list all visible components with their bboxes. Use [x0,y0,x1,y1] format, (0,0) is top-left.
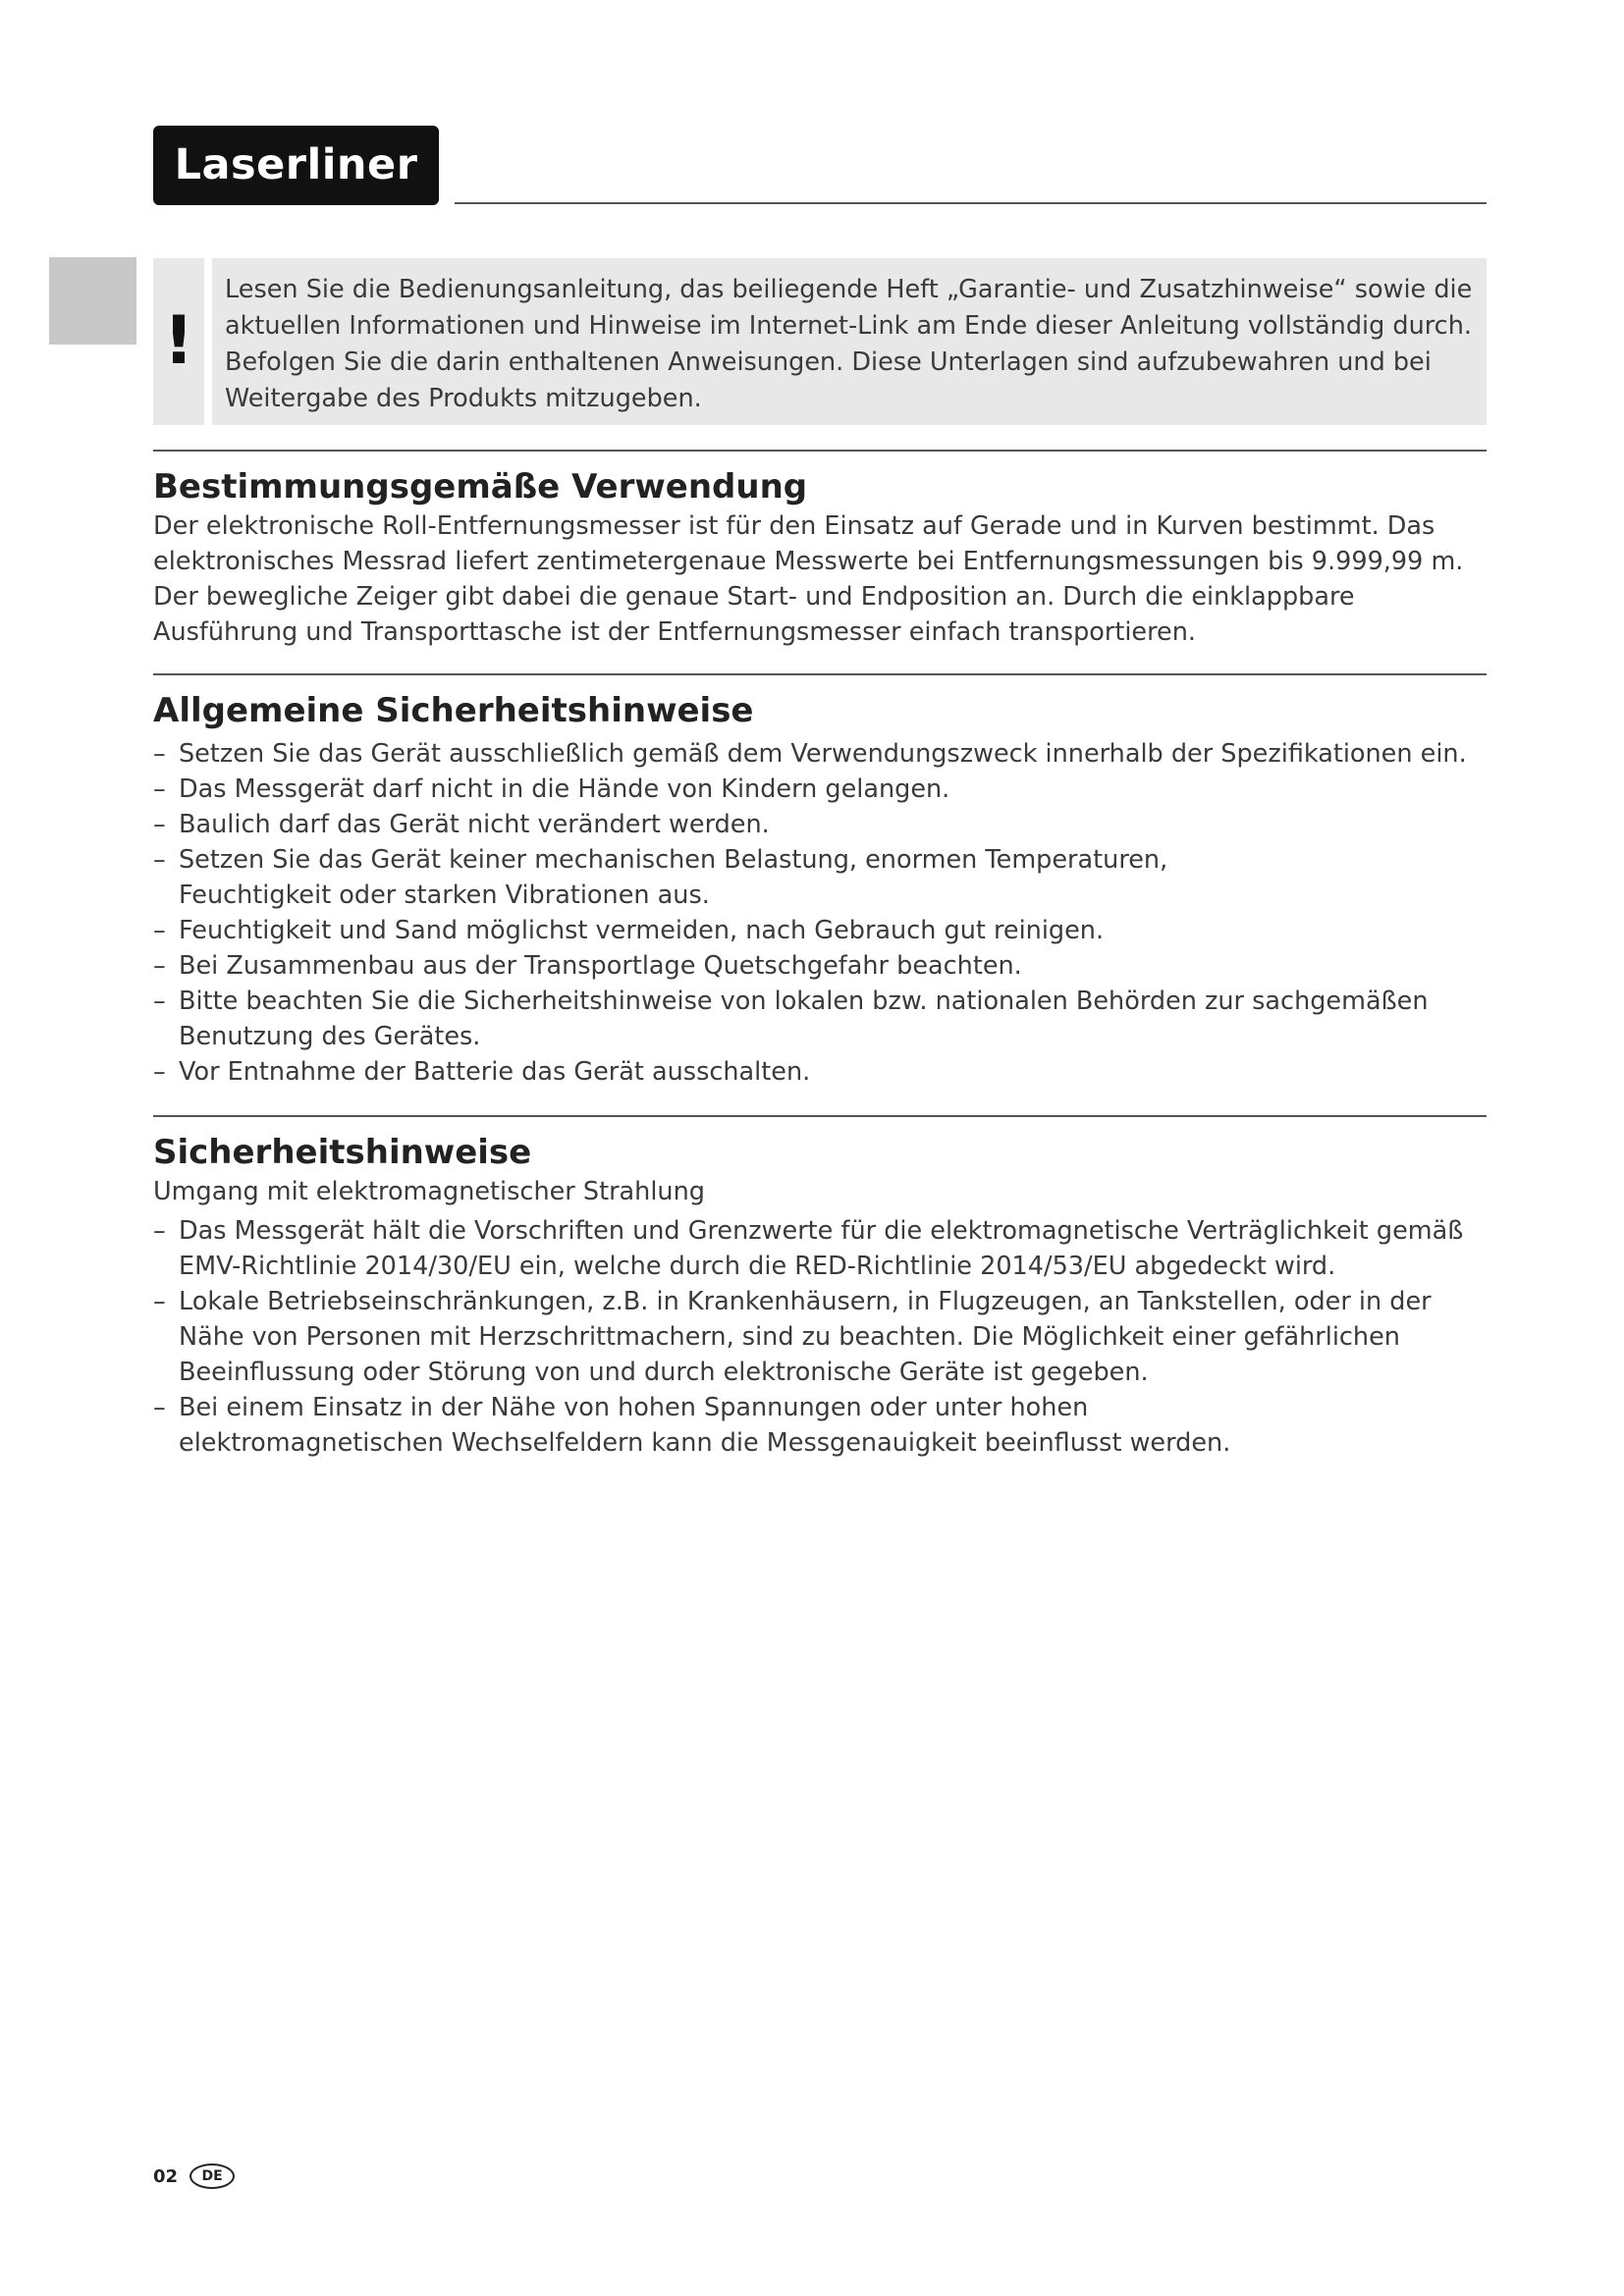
chapter-tab-marker [49,257,136,345]
list-item [153,1213,1498,1284]
list-marker: – [153,1287,166,1316]
list-marker: – [153,1216,166,1246]
list-marker: – [153,1057,166,1087]
section-title: Bestimmungsgemäße Verwendung [153,467,808,507]
list-item-text: Lokale Betriebseinschränkungen, z.B. in Krankenhäusern, in Flugzeugen, an Tankstellen, oder in der Nähe von Personen mit Herzschrittmachern, sind zu beachten. Die Möglichkeit einer gefährlichen Beeinflussung oder Störung von und durch elektronische Geräte ist gegeben. [179,1287,1432,1387]
list-marker: – [153,845,166,875]
exclamation-icon: ! [163,302,194,380]
language-badge: DE [189,2163,235,2189]
section-subtitle: Umgang mit elektromagnetischer Strahlung [153,1177,705,1206]
list-marker: – [153,810,166,839]
section-title: Sicherheitshinweise [153,1133,532,1172]
header-divider [455,202,1487,204]
list-item-text: Das Messgerät darf nicht in die Hände von Kindern gelangen. [179,774,950,804]
list-item-text: Baulich darf das Gerät nicht verändert werden. [179,810,770,839]
section-divider [153,1115,1487,1117]
list-marker: – [153,1393,166,1422]
list-item [153,736,1498,772]
list-item-text: Feuchtigkeit und Sand möglichst vermeiden, nach Gebrauch gut reinigen. [179,916,1105,945]
list-item [153,1284,1498,1390]
list-item-text: Vor Entnahme der Batterie das Gerät ausschalten. [179,1057,811,1087]
safety-list [153,1213,1498,1461]
list-item-text: Setzen Sie das Gerät ausschließlich gemäß dem Verwendungszweck innerhalb der Spezifikationen ein. [179,739,1467,769]
list-marker: – [153,951,166,981]
section-intended-use [153,465,1487,650]
notice-icon-panel [153,258,204,425]
notice-text: Lesen Sie die Bedienungsanleitung, das beiliegende Heft „Garantie- und Zusatzhinweise“ sowie die aktuellen Informationen und Hinweise im Internet-Link am Ende dieser Anleitung vollständig durch. Befolgen Sie die darin enthaltenen Anweisungen. Diese Unterlagen sind aufzubewahren und bei Weitergabe des Produkts mitzugeben. [225,275,1473,413]
page-footer [153,2163,235,2189]
safety-list [153,736,1498,1090]
list-item [153,807,1498,842]
list-marker: – [153,739,166,769]
list-item [153,842,1498,913]
section-general-safety [153,689,1498,1090]
list-item [153,772,1498,807]
list-item-text: Setzen Sie das Gerät keiner mechanischen Belastung, enormen Temperaturen, Feuchtigkeit oder starken Vibrationen aus. [179,845,1168,910]
list-item [153,948,1498,984]
list-marker: – [153,987,166,1016]
notice-box [212,258,1487,425]
laserliner-logo: Laserliner [153,126,439,205]
section-divider [153,673,1487,675]
list-marker: – [153,774,166,804]
page-number: 02 [153,2165,179,2187]
section-text: Der elektronische Roll-Entfernungsmesser ist für den Einsatz auf Gerade und in Kurven bestimmt. Das elektronisches Messrad liefert zentimetergenaue Messwerte bei Entfernungsmessungen bis 9.999,99 m. Der bewegliche Zeiger gibt dabei die genaue Start- und Endposition an. Durch die einklappbare Ausführung und Transporttasche ist der Entfernungsmesser einfach transportieren. [153,511,1464,647]
section-divider [153,450,1487,452]
list-item-text: Bei Zusammenbau aus der Transportlage Quetschgefahr beachten. [179,951,1022,981]
list-item [153,1054,1498,1090]
list-item-text: Das Messgerät hält die Vorschriften und Grenzwerte für die elektromagnetische Verträglichkeit gemäß EMV-Richtlinie 2014/30/EU ein, welche durch die RED-Richtlinie 2014/53/EU abgedeckt wird. [179,1216,1464,1281]
section-title: Allgemeine Sicherheitshinweise [153,691,754,730]
list-item [153,984,1498,1054]
list-marker: – [153,916,166,945]
list-item-text: Bitte beachten Sie die Sicherheitshinweise von lokalen bzw. nationalen Behörden zur sachgemäßen Benutzung des Gerätes. [179,987,1429,1051]
list-item-text: Bei einem Einsatz in der Nähe von hohen Spannungen oder unter hohen elektromagnetischen Wechselfeldern kann die Messgenauigkeit beeinflusst werden. [179,1393,1231,1458]
section-safety [153,1131,1498,1461]
list-item [153,913,1498,948]
list-item [153,1390,1498,1461]
